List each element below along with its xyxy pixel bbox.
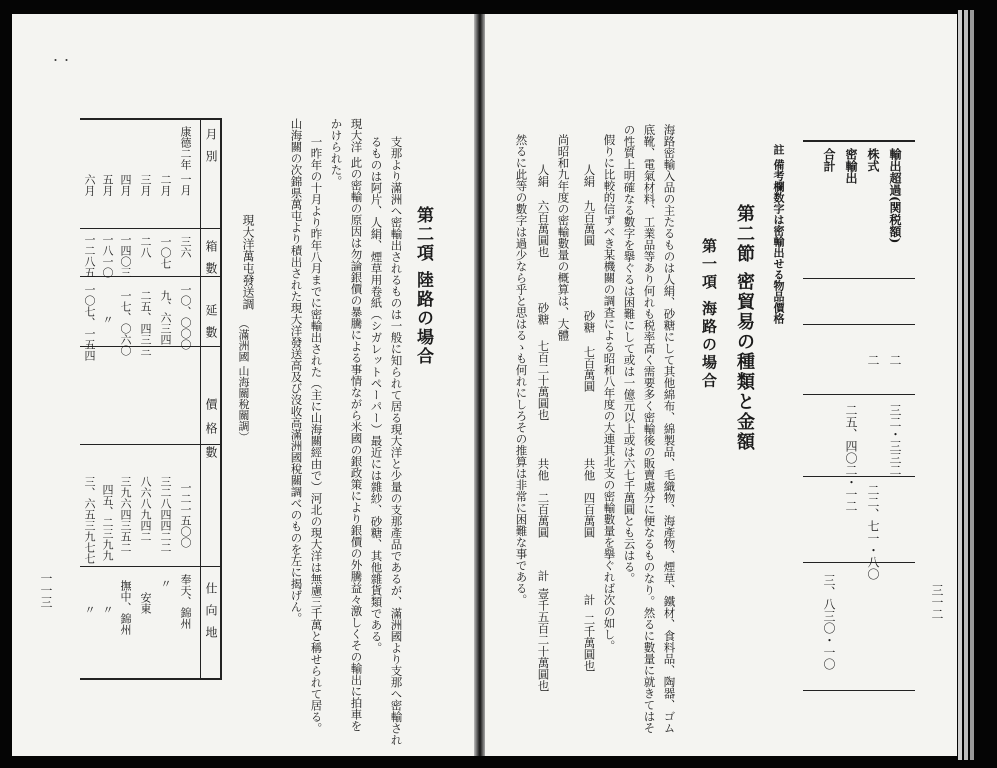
- header-month: 月別: [204, 128, 218, 172]
- page-number: 三一二: [930, 584, 944, 620]
- table-note: 註 備考欄数字は密輸出せる物品價格: [772, 144, 785, 324]
- body-line: 假りに比較的信ずべき某機關の調査による昭和八年度の大連其北支の密輸數量を擧ぐれば次の如し。: [602, 134, 617, 652]
- scan-mark: ・・: [50, 54, 72, 67]
- body-line: 一昨年の十月より昨年八月までに密輸出された（主に山海關經由で）河北の現大洋は無慮三千萬と稱せられて居る。: [309, 136, 324, 734]
- left-page: ・・ 月別 箱數 延數 價格數 仕向地 康德二年 一月 三六 一〇、〇〇〇 一二一五〇〇 奉天、錦州 二月 一〇七 九、六三四 三二八四四二二 〃 三月 二八 二五、四三三 八六八九四二 安東 四月 一四〇三 一七、〇六〇 三九六四三五二 撫中、錦州 五月 一八一〇 〃 四五、二三九九 〃 六月 一二八五 一〇七、一五四 三、六五三九七七 〃 一一三 現大洋萬屯發送調 （滿洲國 山海關稅關調） 支那より滿洲へ密輸出されるものは一般に知られて居る現大洋と少量の支那產品であるが、滿洲國より支那へ密輸され るものは阿片、人絹、煙草用卷紙（シガレットペーパー）最近には雜紗、砂糖、其他雜貨類である。 現大洋 此の密輸の原因は勿論銀價の暴騰による事情ながら米國の銀政策により銀價の外騰益々激しくその輸出に拍車を かけられた。 一昨年の十月より昨年八月までに密輸出された（主に山海關經由で）河北の現大洋は無慮三千萬と稱せられて居る。 山海關の次錦県萬屯より積出された現大洋發送高及び沒收高滿洲國稅關調べのものを左に揭げん。 第二項 陸路の場合: [12, 14, 474, 756]
- right-page: 三一二 輸出超過(関税額) 二 三二・三三二 株式 二 二二、七一・八〇 密輸出 二五、四〇二・一二 合計 三、八三〇・一〇 註 備考欄数字は密輸出せる物品價格 第二節 密貿易の種類と金額 第一項 海路の場合 海路密輸入品の主たるものは人絹、砂糖にして其他綿布、綿製品、毛織物、海產物、煙草、鐵材、食料品、陶器、ゴム 底靴、電氣材料、工業品等あり何れも税率高く需要多く密輸後の販賣處分に便なるものなり。然るに數量に就きてはそ の性質上明確なる數字を擧ぐるは困難にして或は一億元以上或は六七千萬圓とも云はる。 假りに比較的信ずべき某機關の調査による昭和八年度の大連其北支の密輸數量を擧ぐれば次の如し。 人絹 九百萬圓 砂糖 七百萬圓 共他 四百萬圓 計 二千萬圓也 尚昭和九年度の密輸數量の概算は、大體 人絹 六百萬圓也 砂糖 七百二十萬圓也 共他 二百萬圓 計 壹千五百二十萬圓也 然るに此等の數字は過少なら乎と思はるゝも何れにしろその推算は非常に困難な事である。: [485, 14, 957, 756]
- table-source: （滿洲國 山海關稅關調）: [237, 318, 250, 443]
- header-count: 延數: [204, 304, 218, 348]
- body-line: 然るに此等の數字は過少なら乎と思はるゝも何れにしろその推算は非常に困難な事である。: [514, 134, 529, 606]
- table-title: 現大洋萬屯發送調: [241, 214, 255, 310]
- header-destination: 仕向地: [204, 582, 218, 648]
- body-line: かけられた。: [329, 118, 344, 187]
- item2-heading: 第二項 陸路の場合: [413, 206, 433, 366]
- body-line: 海路密輸入品の主たるものは人絹、砂糖にして其他綿布、綿製品、毛織物、海產物、煙草、鐵材、食料品、陶器、ゴム: [662, 124, 677, 734]
- header-boxes: 箱數: [204, 240, 218, 284]
- page-number: 一一三: [39, 572, 53, 608]
- item1-heading: 第一項 海路の場合: [700, 238, 718, 391]
- body-line: 底靴、電氣材料、工業品等あり何れも税率高く需要多く密輸後の販賣處分に便なるものなり。然るに數量に就きてはそ: [642, 124, 657, 734]
- section-heading: 第二節 密貿易の種類と金額: [734, 204, 755, 453]
- header-value: 價格數: [204, 398, 218, 470]
- body-line: 山海關の次錦県萬屯より積出された現大洋發送高及び沒收高滿洲國稅關調べのものを左に揭げん。: [289, 118, 304, 624]
- body-line: 尚昭和九年度の密輸數量の概算は、大體: [556, 134, 571, 341]
- body-line: 支那より滿洲へ密輸出されるものは一般に知られて居る現大洋と少量の支那產品であるが、滿洲國より支那へ密輸され: [389, 136, 404, 746]
- body-line: 現大洋 此の密輸の原因は勿論銀價の暴騰による事情ながら米國の銀政策により銀價の外騰益々激しくその輸出に拍車を: [349, 118, 364, 732]
- body-line: の性質上明確なる數字を擧ぐるは困難にして或は一億元以上或は六七千萬圓とも云はる。: [622, 124, 637, 584]
- book-gutter: [474, 14, 485, 756]
- body-line: るものは阿片、人絹、煙草用卷紙（シガレットペーパー）最近には雜紗、砂糖、其他雜貨類である。: [369, 136, 384, 654]
